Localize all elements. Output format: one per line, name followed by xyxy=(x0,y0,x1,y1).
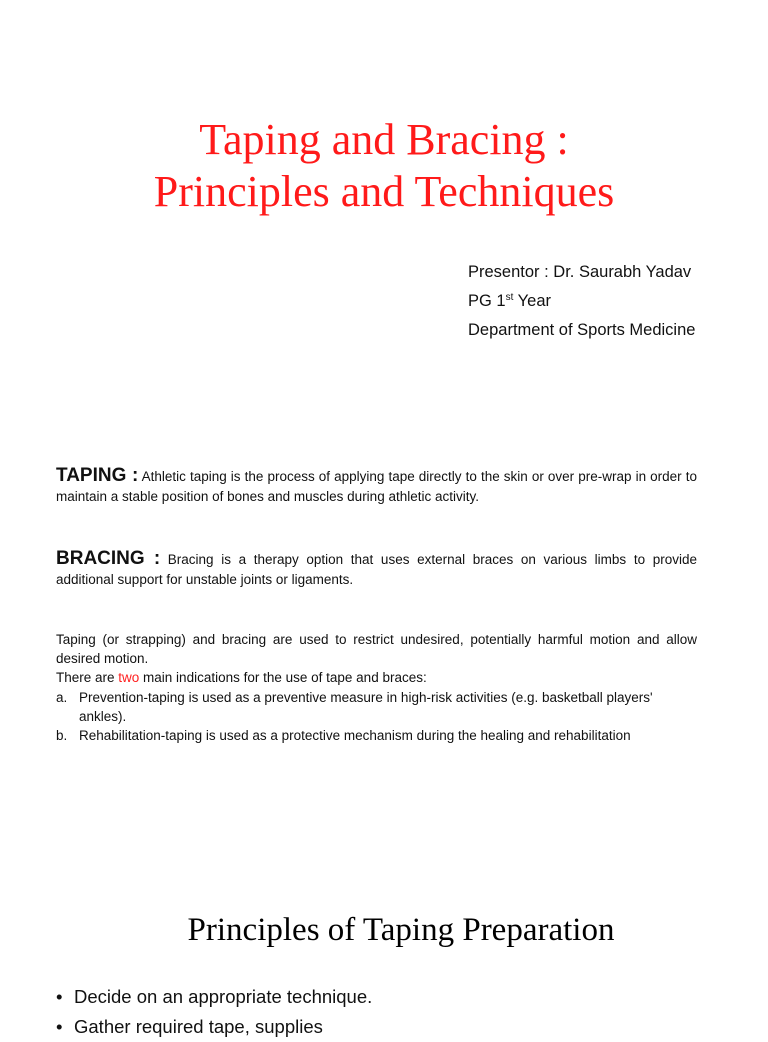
bullet-item xyxy=(56,982,372,1012)
list-item xyxy=(56,688,697,726)
presenter-year xyxy=(468,287,695,316)
indications-line xyxy=(56,668,697,687)
bullet-icon: • xyxy=(56,986,63,1007)
presenter-department: Department of Sports Medicine xyxy=(468,321,696,339)
taping-definition xyxy=(56,466,697,507)
taping-text: Athletic taping is the process of applying tape directly to the skin or over pre-wrap in order to maintain a stable position of bones and muscles during athletic activity. xyxy=(56,469,697,504)
list-marker: a. xyxy=(56,689,68,705)
bracing-text: Bracing is a therapy option that uses external braces on various limbs to provide additional support for unstable joints or ligaments. xyxy=(56,552,697,587)
preparation-bullet-list xyxy=(56,982,372,1042)
body-text xyxy=(56,630,697,745)
bullet-text: Gather required tape, supplies xyxy=(74,1016,323,1037)
intro-paragraph: Taping (or strapping) and bracing are used to restrict undesired, potentially harmful motion and allow desired motion. xyxy=(56,632,697,667)
bullet-item xyxy=(56,1012,372,1042)
list-text: Rehabilitation-taping is used as a protective mechanism during the healing and rehabilitation xyxy=(79,728,631,744)
bullet-icon: • xyxy=(56,1016,63,1037)
indications-accent: two xyxy=(118,670,140,686)
title-line-1: Taping and Bracing : xyxy=(199,115,569,164)
title-line-2: Principles and Techniques xyxy=(153,167,615,216)
list-marker: b. xyxy=(56,728,68,744)
bracing-term: BRACING : xyxy=(56,548,161,569)
presenter-year-prefix: PG 1 xyxy=(468,292,506,310)
presenter-name: Presentor : Dr. Saurabh Yadav xyxy=(468,263,692,281)
bullet-text: Decide on an appropriate technique. xyxy=(74,986,373,1007)
page-title xyxy=(0,114,768,218)
section-title: Principles of Taping Preparation xyxy=(187,912,615,948)
taping-term: TAPING : xyxy=(56,465,139,486)
presenter-year-suffix: Year xyxy=(513,292,552,310)
list-item xyxy=(56,726,697,745)
list-text: Prevention-taping is used as a preventive measure in high-risk activities (e.g. basketball players' ankles). xyxy=(79,689,653,724)
indications-prefix: There are xyxy=(56,670,119,686)
presenter-year-sup: st xyxy=(505,292,514,303)
bracing-definition xyxy=(56,549,697,590)
indications-suffix: main indications for the use of tape and braces: xyxy=(139,670,427,686)
presenter-info xyxy=(468,258,695,345)
